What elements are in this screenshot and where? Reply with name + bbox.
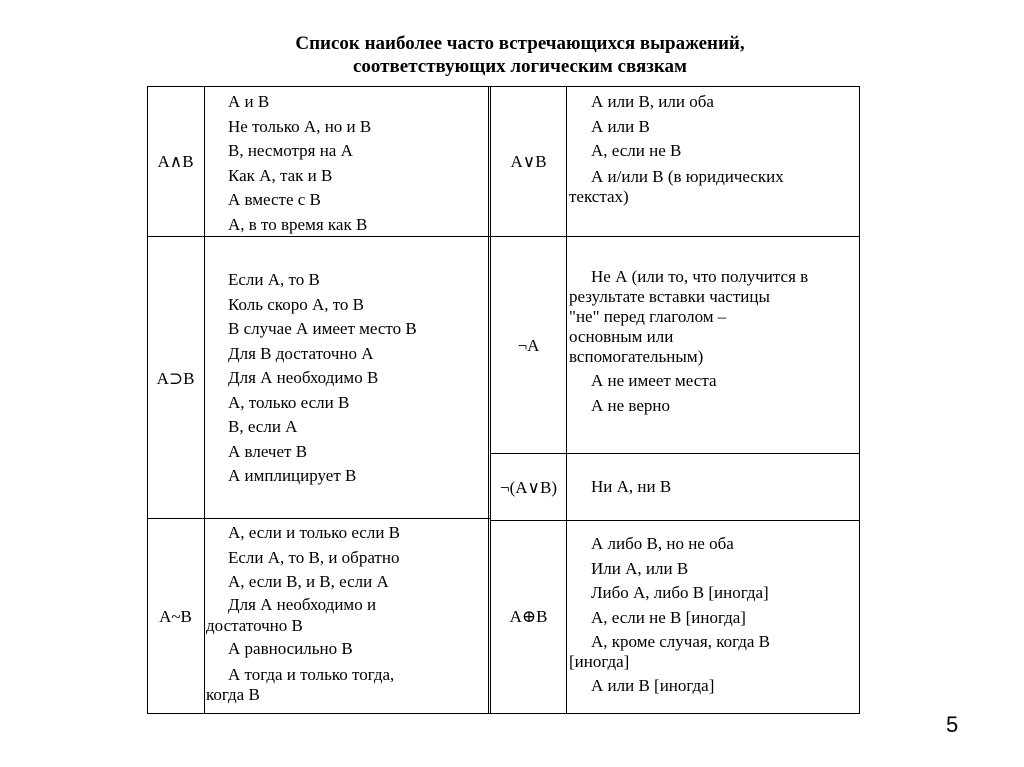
expression-line: А не верно <box>591 395 670 415</box>
expression-line: В, несмотря на А <box>228 141 353 160</box>
symbol-conjunction: A∧B <box>157 152 194 171</box>
symbol-negation: ¬A <box>517 336 540 355</box>
row-divider <box>490 453 860 454</box>
expression-line: основным или <box>569 327 674 346</box>
symbol-equivalence: A~B <box>159 607 192 626</box>
symbol-neither-nor: ¬(A∨B) <box>500 478 557 497</box>
expression-line: А влечет В <box>228 441 308 461</box>
expression-line: А тогда и только тогда, <box>228 665 395 684</box>
disjunction-expressions <box>569 90 784 207</box>
table-border-top <box>147 86 860 87</box>
expression-line: результате вставки частицы <box>569 287 770 306</box>
page-number: 5 <box>946 712 959 737</box>
expression-line: Если А, то В <box>228 270 320 289</box>
expression-line: Либо А, либо В [иногда] <box>591 583 769 602</box>
expression-line: Или А, или В <box>591 558 689 578</box>
expression-line: Ни А, ни В <box>591 477 672 496</box>
equivalence-expressions <box>206 521 400 705</box>
expression-line: достаточно В <box>206 615 303 635</box>
expression-line: "не" перед глаголом – <box>569 307 727 326</box>
exclusive-or-expressions <box>569 532 770 699</box>
symbol-exclusive-or: A⊕B <box>509 607 548 626</box>
expression-line: А или В <box>591 116 650 136</box>
expression-line: А, если В, и В, если А <box>228 572 389 591</box>
expression-line: Как А, так и В <box>228 165 333 185</box>
expression-line: А и В <box>228 92 270 111</box>
row-divider <box>490 236 860 237</box>
table-border-right <box>859 86 860 714</box>
column-divider <box>204 86 205 714</box>
expression-line: А, кроме случая, когда В <box>591 632 771 651</box>
row-divider <box>490 520 860 521</box>
expression-line: А или В, или оба <box>591 92 714 111</box>
title-line-2: соответствующих логическим связкам <box>352 56 687 77</box>
expression-line: А, только если В <box>228 392 350 412</box>
column-divider-middle <box>488 86 489 714</box>
expression-line: Не А (или то, что получится в <box>591 267 809 286</box>
expression-line: А либо В, но не оба <box>591 534 734 553</box>
expression-line: когда В <box>206 685 260 704</box>
expression-line: А, если не В <box>591 141 682 160</box>
row-divider <box>147 518 490 519</box>
negation-expressions <box>569 267 808 418</box>
implication-expressions <box>206 268 417 489</box>
expression-line: А, в то время как В <box>228 214 368 234</box>
expression-line: А или В [иногда] <box>591 676 715 695</box>
symbol-implication: A⊃B <box>156 369 195 388</box>
expression-line: Для В достаточно А <box>228 343 374 363</box>
expression-line: В, если А <box>228 417 298 436</box>
expression-line: А имплицирует В <box>228 466 357 485</box>
conjunction-expressions <box>206 90 371 237</box>
expression-line: Если А, то В, и обратно <box>228 547 400 567</box>
expression-line: В случае А имеет место В <box>228 319 417 338</box>
expression-line: А равносильно В <box>228 638 353 658</box>
expression-line: вспомогательным) <box>569 347 704 366</box>
expression-line: А не имеет места <box>591 371 717 390</box>
neither-nor-expressions <box>569 475 671 500</box>
expression-line: Коль скоро А, то В <box>228 294 365 314</box>
expression-line: А вместе с В <box>228 190 321 209</box>
expression-line: А, если не В [иногда] <box>591 607 746 627</box>
expression-line: [иногда] <box>569 652 630 671</box>
column-divider <box>566 86 567 714</box>
expression-line: текстах) <box>569 186 629 206</box>
table-border-bottom <box>147 713 860 714</box>
title-line-1: Список наиболее часто встречающихся выражений, <box>295 33 745 54</box>
expression-line: Не только А, но и В <box>228 116 372 136</box>
expression-line: А и/или В (в юридических <box>591 166 784 186</box>
expression-line: А, если и только если В <box>228 523 401 542</box>
expression-line: Для А необходимо и <box>228 594 377 614</box>
symbol-disjunction: A∨B <box>510 152 547 171</box>
expression-line: Для А необходимо В <box>228 368 379 387</box>
